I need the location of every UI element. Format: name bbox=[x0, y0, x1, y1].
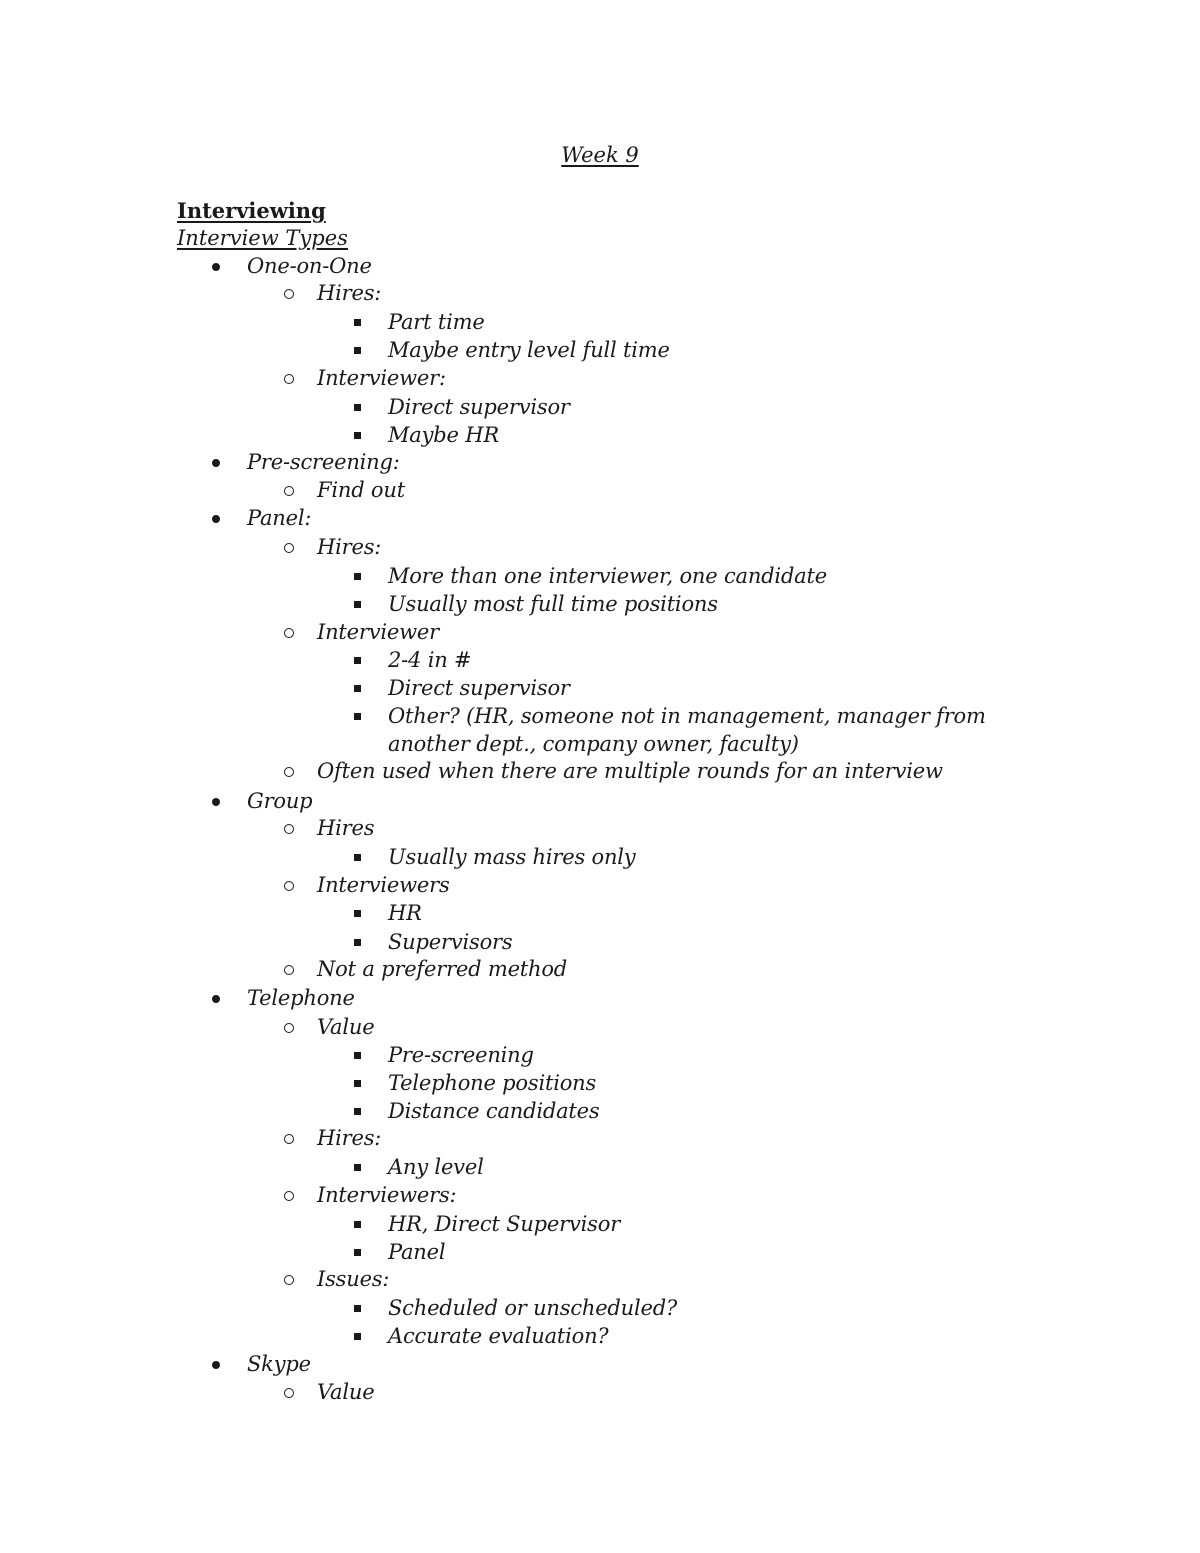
bullet-disc-icon bbox=[212, 1361, 220, 1369]
list-item-text: One-on-One bbox=[247, 254, 372, 278]
list-item-text: Any level bbox=[388, 1155, 484, 1179]
list-item-level2 bbox=[317, 364, 1017, 392]
list-item-level3 bbox=[388, 1069, 1048, 1097]
list-item-level3 bbox=[388, 308, 1048, 336]
list-item-text: Telephone bbox=[247, 986, 355, 1010]
bullet-square-icon bbox=[354, 1333, 361, 1340]
page-title: Week 9 bbox=[561, 143, 639, 167]
bullet-square-icon bbox=[354, 404, 361, 411]
bullet-circle-icon bbox=[284, 289, 294, 299]
list-item-level1 bbox=[247, 504, 947, 532]
list-item-level3 bbox=[388, 1238, 1048, 1266]
section-heading: Interviewing bbox=[177, 198, 326, 223]
list-item-level3 bbox=[388, 393, 1048, 421]
list-item-level2 bbox=[317, 279, 1017, 307]
list-item-text: Pre-screening: bbox=[247, 450, 400, 474]
list-item-text: Not a preferred method bbox=[317, 957, 568, 981]
bullet-disc-icon bbox=[212, 798, 220, 806]
list-item-level1 bbox=[247, 448, 947, 476]
bullet-square-icon bbox=[354, 319, 361, 326]
list-item-level3 bbox=[388, 899, 1048, 927]
list-item-level3 bbox=[388, 928, 1048, 956]
list-item-level2 bbox=[317, 533, 1017, 561]
list-item-level3 bbox=[388, 646, 1048, 674]
list-item-text: Usually most full time positions bbox=[388, 592, 718, 616]
bullet-square-icon bbox=[354, 432, 361, 439]
list-item-text: Often used when there are multiple rounds for an interview bbox=[317, 759, 943, 783]
list-item-text: Hires bbox=[317, 816, 375, 840]
bullet-square-icon bbox=[354, 1080, 361, 1087]
list-item-text: HR, Direct Supervisor bbox=[388, 1212, 621, 1236]
list-item-level2 bbox=[317, 1181, 1017, 1209]
list-item-text: Pre-screening bbox=[388, 1043, 534, 1067]
list-item-level3 bbox=[388, 590, 1048, 618]
bullet-square-icon bbox=[354, 1108, 361, 1115]
list-item-text: Telephone positions bbox=[388, 1071, 597, 1095]
bullet-circle-icon bbox=[284, 486, 294, 496]
bullet-square-icon bbox=[354, 573, 361, 580]
list-item-text: Part time bbox=[388, 310, 485, 334]
bullet-circle-icon bbox=[284, 374, 294, 384]
list-item-level1 bbox=[247, 1350, 947, 1378]
list-item-text: Hires: bbox=[317, 1126, 382, 1150]
bullet-square-icon bbox=[354, 601, 361, 608]
list-item-text: Scheduled or unscheduled? bbox=[388, 1296, 678, 1320]
bullet-square-icon bbox=[354, 1249, 361, 1256]
list-item-text: Distance candidates bbox=[388, 1099, 600, 1123]
bullet-square-icon bbox=[354, 854, 361, 861]
list-item-text: Hires: bbox=[317, 535, 382, 559]
list-item-level3 bbox=[388, 702, 1048, 758]
list-item-text: Interviewers: bbox=[317, 1183, 457, 1207]
list-item-text: Issues: bbox=[317, 1267, 390, 1291]
list-item-text: Interviewer: bbox=[317, 366, 446, 390]
list-item-level2 bbox=[317, 1378, 1017, 1406]
bullet-circle-icon bbox=[284, 1134, 294, 1144]
list-item-level3 bbox=[388, 1322, 1048, 1350]
list-item-level3 bbox=[388, 1153, 1048, 1181]
bullet-square-icon bbox=[354, 1164, 361, 1171]
list-item-text: Interviewers bbox=[317, 873, 450, 897]
list-item-level3 bbox=[388, 336, 1048, 364]
list-item-level2 bbox=[317, 955, 1017, 983]
list-item-text: Supervisors bbox=[388, 930, 513, 954]
bullet-circle-icon bbox=[284, 1191, 294, 1201]
bullet-square-icon bbox=[354, 347, 361, 354]
list-item-text: 2-4 in # bbox=[388, 648, 472, 672]
list-item-level2 bbox=[317, 1265, 1017, 1293]
bullet-square-icon bbox=[354, 713, 361, 720]
list-item-level1 bbox=[247, 984, 947, 1012]
bullet-disc-icon bbox=[212, 459, 220, 467]
list-item-text: Find out bbox=[317, 478, 405, 502]
list-item-level2 bbox=[317, 814, 1017, 842]
list-item-text: Panel: bbox=[247, 506, 312, 530]
list-item-level3 bbox=[388, 674, 1048, 702]
bullet-circle-icon bbox=[284, 767, 294, 777]
list-item-level3 bbox=[388, 1210, 1048, 1238]
subsection-heading: Interview Types bbox=[177, 226, 348, 250]
list-item-text: Maybe HR bbox=[388, 423, 499, 447]
bullet-square-icon bbox=[354, 910, 361, 917]
list-item-level3 bbox=[388, 421, 1048, 449]
list-item-level2 bbox=[317, 476, 1017, 504]
bullet-circle-icon bbox=[284, 1023, 294, 1033]
list-item-level2 bbox=[317, 618, 1017, 646]
list-item-level3 bbox=[388, 1041, 1048, 1069]
list-item-level3 bbox=[388, 1294, 1048, 1322]
bullet-circle-icon bbox=[284, 628, 294, 638]
list-item-level3 bbox=[388, 1097, 1048, 1125]
list-item-level2 bbox=[317, 757, 1017, 785]
bullet-disc-icon bbox=[212, 995, 220, 1003]
list-item-level3 bbox=[388, 562, 1048, 590]
list-item-text: Value bbox=[317, 1015, 375, 1039]
list-item-level1 bbox=[247, 252, 947, 280]
bullet-square-icon bbox=[354, 685, 361, 692]
bullet-circle-icon bbox=[284, 1275, 294, 1285]
list-item-text: More than one interviewer, one candidate bbox=[388, 564, 827, 588]
list-item-level3 bbox=[388, 843, 1048, 871]
bullet-square-icon bbox=[354, 939, 361, 946]
list-item-level2 bbox=[317, 1013, 1017, 1041]
bullet-circle-icon bbox=[284, 965, 294, 975]
list-item-text: Interviewer bbox=[317, 620, 439, 644]
list-item-text: Value bbox=[317, 1380, 375, 1404]
list-item-level2 bbox=[317, 871, 1017, 899]
bullet-circle-icon bbox=[284, 881, 294, 891]
bullet-circle-icon bbox=[284, 824, 294, 834]
list-item-level2 bbox=[317, 1124, 1017, 1152]
bullet-disc-icon bbox=[212, 515, 220, 523]
bullet-square-icon bbox=[354, 1305, 361, 1312]
list-item-text: Panel bbox=[388, 1240, 446, 1264]
list-item-text: Direct supervisor bbox=[388, 676, 570, 700]
list-item-text: Group bbox=[247, 789, 313, 813]
list-item-text: Direct supervisor bbox=[388, 395, 570, 419]
list-item-text: Other? (HR, someone not in management, manager from another dept., company owner, faculty) bbox=[388, 704, 986, 756]
bullet-circle-icon bbox=[284, 1388, 294, 1398]
list-item-text: Hires: bbox=[317, 281, 382, 305]
bullet-square-icon bbox=[354, 1052, 361, 1059]
list-item-text: HR bbox=[388, 901, 422, 925]
bullet-square-icon bbox=[354, 1221, 361, 1228]
list-item-text: Accurate evaluation? bbox=[388, 1324, 609, 1348]
list-item-text: Usually mass hires only bbox=[388, 845, 636, 869]
list-item-text: Maybe entry level full time bbox=[388, 338, 670, 362]
bullet-circle-icon bbox=[284, 543, 294, 553]
bullet-square-icon bbox=[354, 657, 361, 664]
bullet-disc-icon bbox=[212, 263, 220, 271]
list-item-text: Skype bbox=[247, 1352, 311, 1376]
list-item-level1 bbox=[247, 787, 947, 815]
